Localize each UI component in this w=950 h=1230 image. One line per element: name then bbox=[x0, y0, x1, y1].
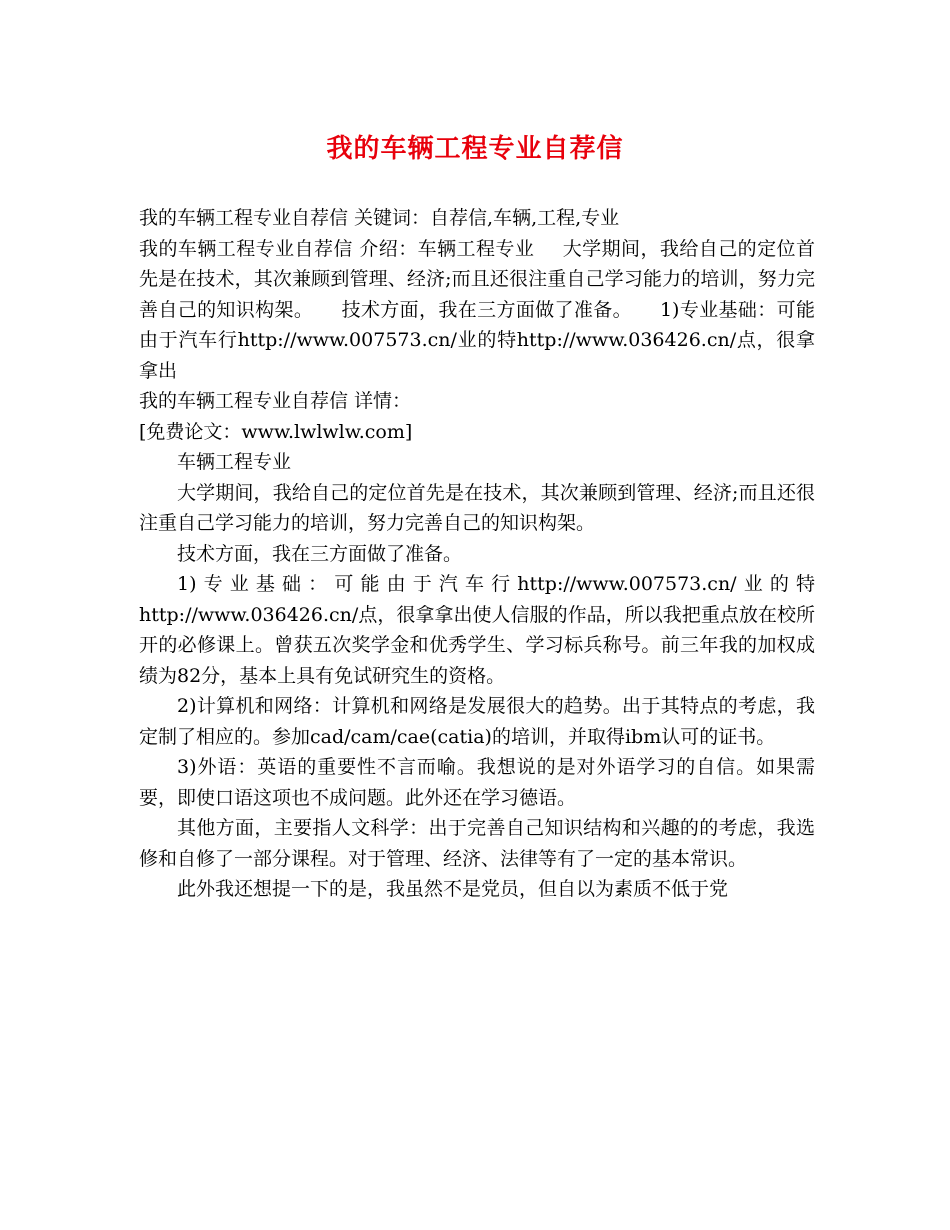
body-paragraph: 2)计算机和网络：计算机和网络是发展很大的趋势。出于其特点的考虑，我定制了相应的。参加cad/cam/cae(catia)的培训，并取得ibm认可的证书。 bbox=[139, 695, 815, 748]
intro-part-a: 我的车辆工程专业自荐信 介绍：车辆工程专业 bbox=[139, 237, 535, 260]
intro-part-d: 1)专业基础：可能由于汽车行http://www.007573.cn/业的特http://www.036426.cn/点，很拿拿出 bbox=[139, 298, 815, 382]
details-line: 我的车辆工程专业自荐信 详情： bbox=[139, 390, 412, 412]
document-title: 我的车辆工程专业自荐信 bbox=[326, 134, 624, 164]
body-paragraph: 车辆工程专业 bbox=[177, 451, 292, 473]
body-paragraph: 大学期间，我给自己的定位首先是在技术，其次兼顾到管理、经济;而且还很注重自己学习能力的培训，努力完善自己的知识构架。 bbox=[139, 481, 815, 534]
document-body bbox=[139, 203, 815, 905]
body-paragraph: 1)专业基础：可能由于汽车行http://www.007573.cn/业的特http://www.036426.cn/点，很拿拿出使人信服的作品，所以我把重点放在校所开的必修课上。曾获五次奖学金和优秀学生、学习标兵称号。前三年我的加权成绩为82分，基本上具有免试研究生的资格。 bbox=[139, 573, 815, 687]
body-paragraph: 3)外语：英语的重要性不言而喻。我想说的是对外语学习的自信。如果需要，即使口语这项也不成问题。此外还在学习德语。 bbox=[139, 756, 815, 809]
keywords-line: 我的车辆工程专业自荐信 关键词：自荐信,车辆,工程,专业 bbox=[139, 207, 620, 229]
intro-part-c: 技术方面，我在三方面做了准备。 bbox=[341, 298, 632, 321]
body-paragraph: 技术方面，我在三方面做了准备。 bbox=[177, 542, 463, 565]
intro-part-b: 大学期间，我给自己的定位首先是在技术，其次兼顾到管理、经济;而且还很注重自己学习能力的培训，努力完善自己的知识构架。 bbox=[139, 237, 815, 321]
body-paragraph: 此外我还想提一下的是，我虽然不是党员，但自以为素质不低于党 bbox=[177, 878, 729, 900]
body-paragraph: 其他方面，主要指人文科学：出于完善自己知识结构和兴趣的的考虑，我选修和自修了一部分课程。对于管理、经济、法律等有了一定的基本常识。 bbox=[139, 817, 815, 870]
intro-paragraph bbox=[139, 234, 815, 387]
source-line: [免费论文：www.lwlwlw.com] bbox=[139, 420, 413, 443]
